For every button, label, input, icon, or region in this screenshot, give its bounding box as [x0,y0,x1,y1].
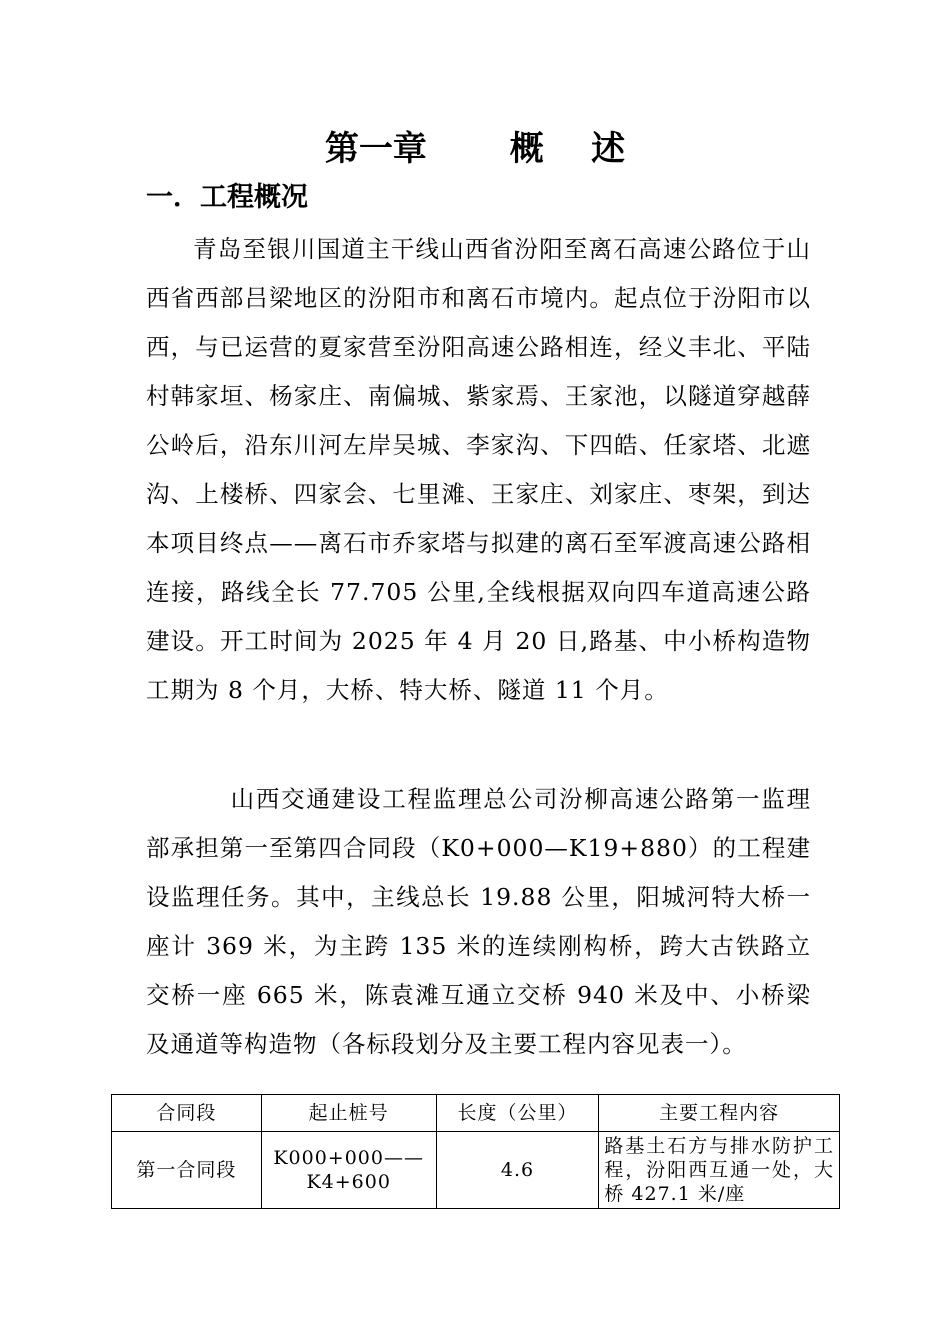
header-contract-section: 合同段 [112,1095,262,1132]
table-row [112,1132,840,1209]
cell-station-range: K000+000——K4+600 [261,1132,436,1209]
header-station-range: 起止桩号 [261,1095,436,1132]
section-heading: 一．工程概况 [146,182,308,213]
chapter-title: 第一章 概 述 [324,129,626,169]
cell-contract-section: 第一合同段 [112,1132,262,1209]
table-header-row [112,1095,840,1132]
cell-main-works: 路基土石方与排水防护工程，汾阳西互通一处，大桥 427.1 米/座 [599,1132,840,1209]
paragraph-supervision-scope: 山西交通建设工程监理总公司汾柳高速公路第一监理部承担第一至第四合同段（K0+000—K19+880）的工程建设监理任务。其中，主线总长 19.88 公里，阳城河特大桥一座计 369 米，为主跨 135 米的连续刚构桥，跨大古铁路立交桥一座 665 米，陈袁滩互通立交桥 940 米及中、小桥梁及通道等构造物（各标段划分及主要工程内容见表一）。 [146,785,811,1058]
header-main-works: 主要工程内容 [599,1095,840,1132]
paragraph-project-overview: 青岛至银川国道主干线山西省汾阳至离石高速公路位于山西省西部吕梁地区的汾阳市和离石市境内。起点位于汾阳市以西，与已运营的夏家营至汾阳高速公路相连，经义丰北、平陆村韩家垣、杨家庄、南偏城、紫家焉、王家池，以隧道穿越薛公岭后，沿东川河左岸吴城、李家沟、下四皓、任家塔、北遮沟、上楼桥、四家会、七里滩、王家庄、刘家庄、枣架，到达本项目终点——离石市乔家塔与拟建的离石至军渡高速公路相连接，路线全长 77.705 公里,全线根据双向四车道高速公路建设。开工时间为 2025 年 4 月 20 日,路基、中小桥构造物工期为 8 个月，大桥、特大桥、隧道 11 个月。 [146,235,811,704]
header-length: 长度（公里） [436,1095,599,1132]
contract-sections-table [111,1094,840,1209]
cell-length: 4.6 [436,1132,599,1209]
